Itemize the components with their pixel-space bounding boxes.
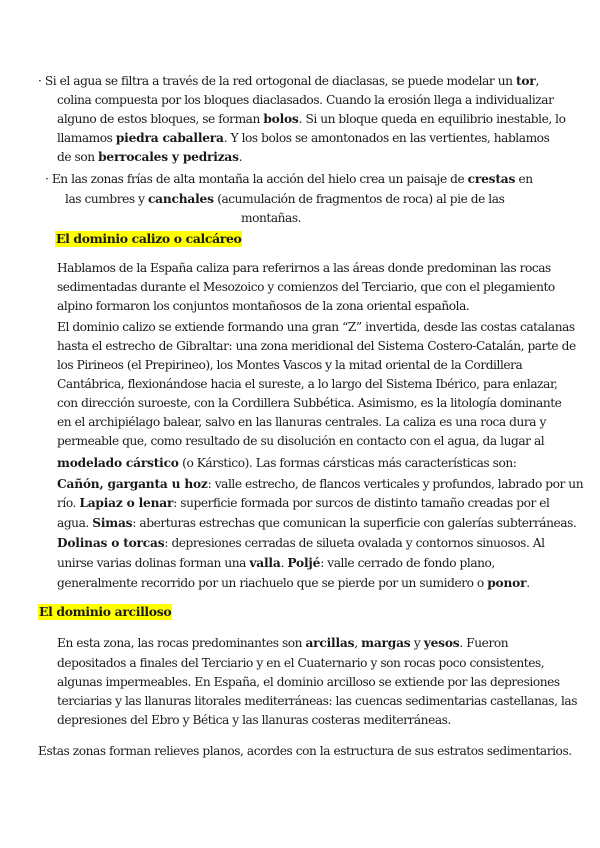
text: y (410, 636, 424, 650)
term-valla: valla (249, 556, 281, 570)
text: colina compuesta por los bloques diaclasados. Cuando la erosión llega a individualizar (57, 93, 554, 107)
text: Cantábrica, flexionándose hacia el sureste, a lo largo del Sistema Ibérico, para enlazar, (57, 377, 558, 391)
text: : depresiones cerradas de silueta ovalada y contornos sinuosos. Al (164, 536, 545, 550)
text: agua. (57, 516, 93, 530)
text: alguno de estos bloques, se forman (57, 112, 264, 126)
text: llamamos (57, 131, 116, 145)
text: En esta zona, las rocas predominantes son (57, 636, 306, 650)
text: (o Kárstico). Las formas cársticas más características son: (178, 456, 517, 470)
bullet-tor-line-5 (57, 149, 242, 165)
calizo-p2-line-3 (57, 357, 522, 373)
calizo-p2-line-4 (57, 376, 557, 392)
text: . Y los bolos se amontonados en las vertientes, hablamos (223, 131, 550, 145)
text: permeable que, como resultado de su disolución en contacto con el agua, da lugar al (57, 434, 545, 448)
term-canchales: canchales (147, 192, 214, 206)
arcilloso-line-5 (57, 712, 451, 728)
text: depositados a finales del Terciario y en el Cuaternario y son rocas poco consistentes, (57, 656, 545, 670)
text: : valle estrecho, de flancos verticales y profundos, labrado por un (207, 477, 584, 491)
term-bolos: bolos (263, 112, 299, 126)
text: generalmente recorrido por un riachuelo que se pierde por un sumidero o (57, 576, 488, 590)
arcilloso-line-1 (57, 635, 508, 651)
text: . (526, 576, 530, 590)
bullet-tor-line-3 (57, 111, 566, 127)
bullet-tor-line-1 (38, 73, 539, 89)
calizo-p1-line-3 (57, 298, 469, 314)
text: . Si un bloque queda en equilibrio inestable, lo (298, 112, 566, 126)
calizo-p2-line-9 (57, 476, 583, 492)
text: río. (57, 496, 80, 510)
section-heading-arcilloso: El dominio arcilloso (39, 604, 172, 619)
text: unirse varias dolinas forman una (57, 556, 250, 570)
bullet-crestas-line-1 (45, 171, 533, 187)
term-margas: margas (361, 636, 411, 650)
bullet-tor-line-2 (57, 92, 553, 108)
term-polje: Poljé (287, 556, 321, 570)
text: los Pirineos (el Prepirineo), los Montes Vascos y la mitad oriental de la Cordillera (57, 358, 523, 372)
text: · Si el agua se filtra a través de la red ortogonal de diaclasas, se puede modelar un (38, 74, 516, 88)
bullet-tor-line-4 (57, 130, 549, 146)
arcilloso-line-2 (57, 655, 544, 671)
term-simas: Simas (92, 516, 133, 530)
text: , (354, 636, 362, 650)
term-ponor: ponor (487, 576, 527, 590)
text: . Fueron (459, 636, 509, 650)
calizo-p2-line-8 (57, 455, 516, 471)
term-lapiaz: Lapiaz o lenar (79, 496, 174, 510)
term-tor: tor (515, 74, 536, 88)
term-yesos: yesos (423, 636, 460, 650)
calizo-p2-line-10 (57, 495, 550, 511)
calizo-p2-line-13 (57, 555, 495, 571)
term-crestas: crestas (467, 172, 516, 186)
text: en el archipiélago balear, salvo en las llanuras centrales. La caliza es una roca dura y (57, 415, 546, 429)
term-dolinas: Dolinas o torcas (57, 536, 165, 550)
text: montañas. (241, 211, 302, 225)
text: : aberturas estrechas que comunican la superficie con galerías subterráneas. (132, 516, 577, 530)
text: , (535, 74, 539, 88)
text: Estas zonas forman relieves planos, acordes con la estructura de sus estratos sedimentarios. (38, 744, 572, 758)
calizo-p2-line-11 (57, 515, 576, 531)
text: (acumulación de fragmentos de roca) al pie de las (213, 192, 505, 206)
text: terciarias y las llanuras litorales mediterráneas: las cuencas sedimentarias castellanas, las (57, 694, 578, 708)
bullet-crestas-line-3 (241, 210, 301, 226)
closing-line (38, 743, 572, 759)
calizo-p2-line-1 (57, 319, 575, 335)
calizo-p1-line-1 (57, 260, 551, 276)
text: algunas impermeables. En España, el dominio arcilloso se extiende por las depresiones (57, 675, 560, 689)
text: . (238, 150, 243, 164)
text: Hablamos de la España caliza para referirnos a las áreas donde predominan las rocas (57, 261, 551, 275)
calizo-p2-line-2 (57, 338, 576, 354)
text: hasta el estrecho de Gibraltar: una zona meridional del Sistema Costero-Catalán, parte de (57, 339, 576, 353)
calizo-p2-line-12 (57, 535, 545, 551)
text: · En las zonas frías de alta montaña la acción del hielo crea un paisaje de (45, 172, 468, 186)
term-canon: Cañón, garganta u hoz (57, 477, 208, 491)
calizo-p2-line-14 (57, 575, 530, 591)
term-modelado-carstico: modelado cárstico (57, 456, 179, 470)
text: las cumbres y (65, 192, 148, 206)
text: de son (57, 150, 99, 164)
calizo-p2-line-6 (57, 414, 546, 430)
text: sedimentadas durante el Mesozoico y comienzos del Terciario, que con el plegamiento (57, 280, 555, 294)
term-piedra-caballera: piedra caballera (115, 131, 224, 145)
text: con dirección suroeste, con la Cordillera Subbética. Asimismo, es la litología dominante (57, 396, 562, 410)
calizo-p2-line-7 (57, 433, 544, 449)
text: El dominio calizo se extiende formando una gran “Z” invertida, desde las costas catalanas (57, 320, 575, 334)
section-heading-calizo: El dominio calizo o calcáreo (56, 231, 242, 246)
term-berrocales: berrocales y pedrizas (98, 150, 239, 164)
calizo-p2-line-5 (57, 395, 561, 411)
text: alpino formaron los conjuntos montañosos de la zona oriental española. (57, 299, 470, 313)
arcilloso-line-3 (57, 674, 560, 690)
arcilloso-line-4 (57, 693, 577, 709)
text: : valle cerrado de fondo plano, (320, 556, 495, 570)
term-arcillas: arcillas (305, 636, 355, 650)
calizo-p1-line-2 (57, 279, 555, 295)
text: en (515, 172, 533, 186)
bullet-crestas-line-2 (65, 191, 504, 207)
text: . (280, 556, 288, 570)
text: : superficie formada por surcos de distinto tamaño creadas por el (173, 496, 550, 510)
text: depresiones del Ebro y Bética y las llanuras costeras mediterráneas. (57, 713, 451, 727)
